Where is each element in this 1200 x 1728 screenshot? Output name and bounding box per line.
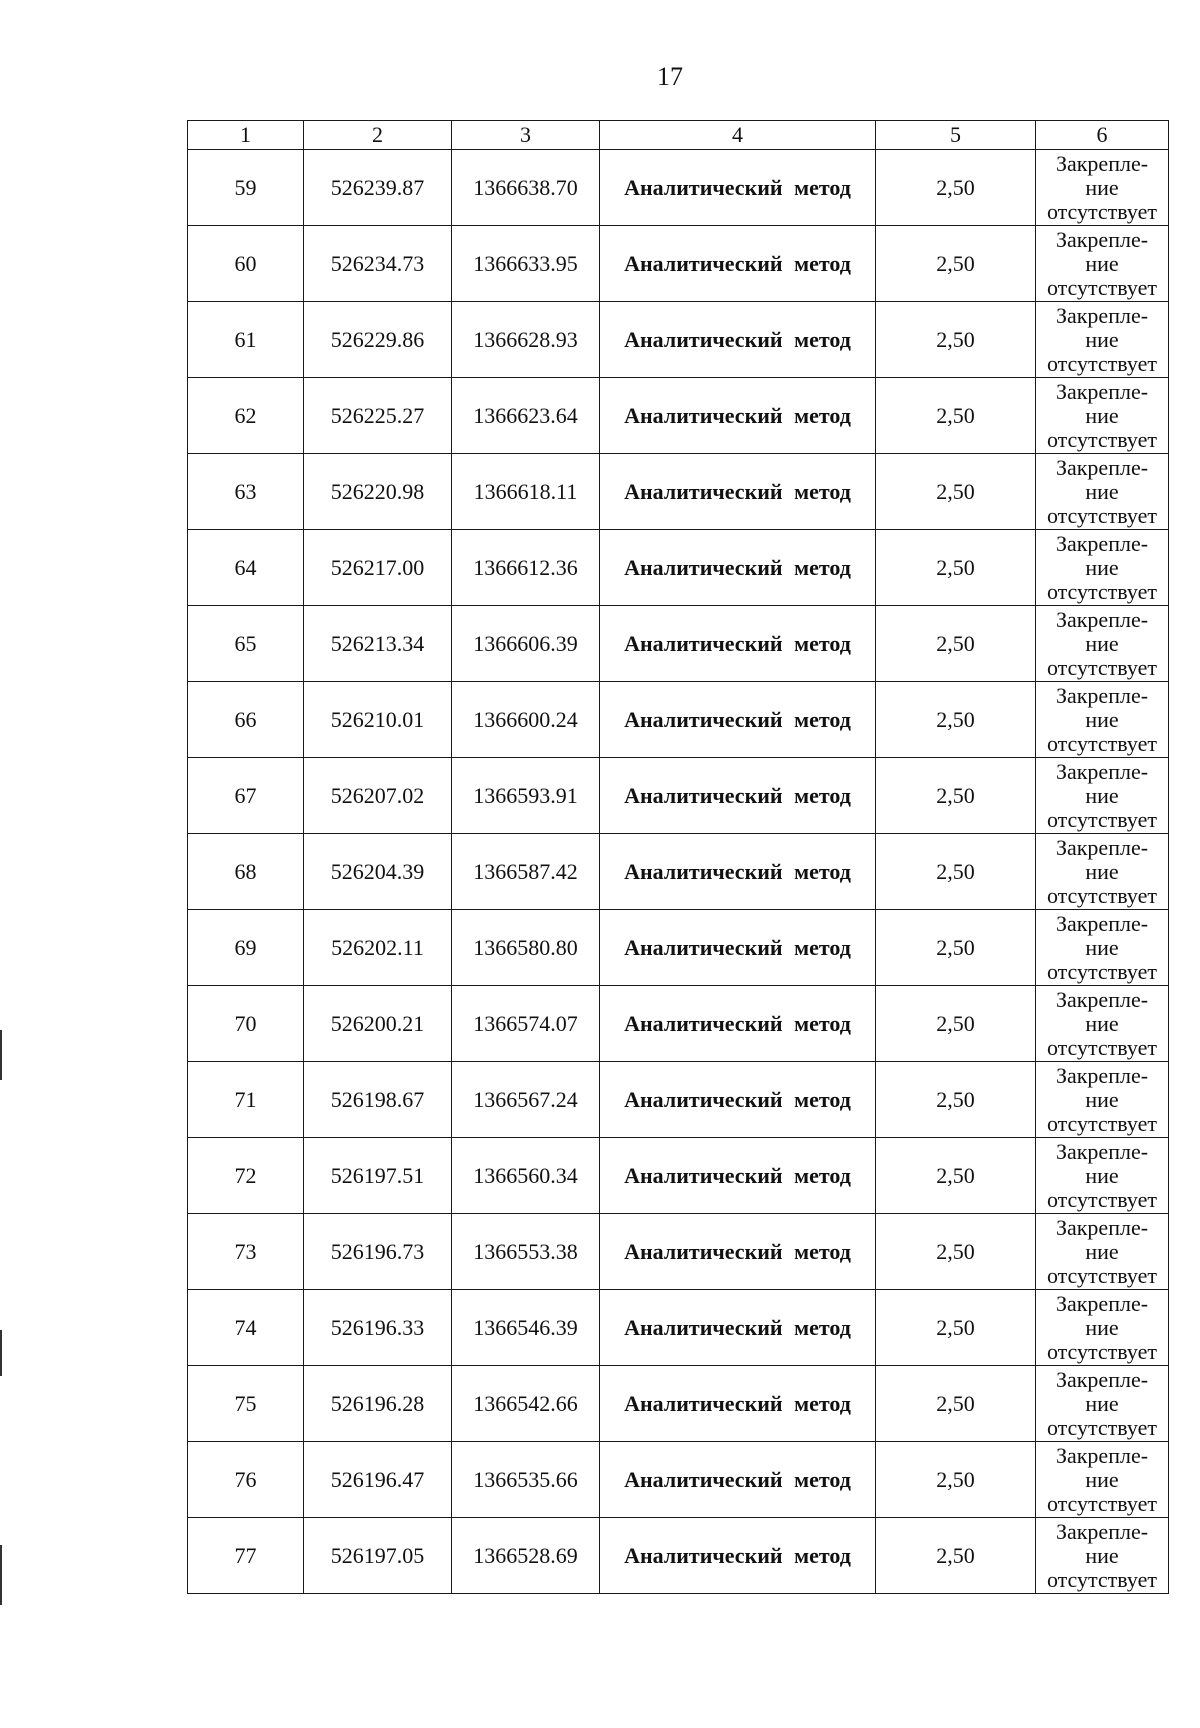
fixation-line: Закрепле- <box>1055 378 1149 404</box>
cell-x-coordinate: 526196.73 <box>304 1214 452 1290</box>
cell-accuracy: 2,50 <box>876 986 1036 1062</box>
cell-accuracy: 2,50 <box>876 910 1036 986</box>
header-col-3: 3 <box>452 121 600 150</box>
cell-y-coordinate: 1366633.95 <box>452 226 600 302</box>
fixation-line: отсутствует <box>1046 730 1158 756</box>
fixation-line: ние <box>1085 478 1119 504</box>
cell-point-number: 70 <box>188 986 304 1062</box>
cell-x-coordinate: 526200.21 <box>304 986 452 1062</box>
cell-fixation <box>1036 1442 1169 1518</box>
table-row <box>188 1214 1169 1290</box>
fixation-line: ние <box>1085 782 1119 808</box>
cell-accuracy: 2,50 <box>876 1290 1036 1366</box>
cell-accuracy: 2,50 <box>876 1062 1036 1138</box>
fixation-line: ние <box>1085 630 1119 656</box>
cell-method: Аналитический метод <box>600 1518 876 1594</box>
cell-y-coordinate: 1366628.93 <box>452 302 600 378</box>
fixation-line: Закрепле- <box>1055 1518 1149 1544</box>
cell-point-number: 63 <box>188 454 304 530</box>
fixation-line: ние <box>1085 706 1119 732</box>
cell-accuracy: 2,50 <box>876 1366 1036 1442</box>
cell-method: Аналитический метод <box>600 1062 876 1138</box>
fixation-line: отсутствует <box>1046 1262 1158 1288</box>
fixation-line: ние <box>1085 174 1119 200</box>
cell-accuracy: 2,50 <box>876 1138 1036 1214</box>
cell-accuracy: 2,50 <box>876 302 1036 378</box>
cell-method: Аналитический метод <box>600 1366 876 1442</box>
fixation-line: Закрепле- <box>1055 758 1149 784</box>
fixation-line: отсутствует <box>1046 1490 1158 1516</box>
table-row <box>188 986 1169 1062</box>
cell-point-number: 67 <box>188 758 304 834</box>
cell-x-coordinate: 526234.73 <box>304 226 452 302</box>
cell-method: Аналитический метод <box>600 530 876 606</box>
header-col-1: 1 <box>188 121 304 150</box>
fixation-line: Закрепле- <box>1055 910 1149 936</box>
cell-fixation <box>1036 1214 1169 1290</box>
cell-accuracy: 2,50 <box>876 454 1036 530</box>
cell-point-number: 76 <box>188 1442 304 1518</box>
fixation-line: Закрепле- <box>1055 1062 1149 1088</box>
fixation-line: Закрепле- <box>1055 454 1149 480</box>
header-col-5: 5 <box>876 121 1036 150</box>
cell-point-number: 60 <box>188 226 304 302</box>
cell-y-coordinate: 1366560.34 <box>452 1138 600 1214</box>
cell-fixation <box>1036 910 1169 986</box>
fixation-line: ние <box>1085 250 1119 276</box>
fixation-line: ние <box>1085 1086 1119 1112</box>
cell-method: Аналитический метод <box>600 1442 876 1518</box>
fixation-line: Закрепле- <box>1055 1366 1149 1392</box>
table-row <box>188 910 1169 986</box>
cell-point-number: 65 <box>188 606 304 682</box>
fixation-line: Закрепле- <box>1055 986 1149 1012</box>
cell-fixation <box>1036 1366 1169 1442</box>
cell-x-coordinate: 526207.02 <box>304 758 452 834</box>
fixation-line: ние <box>1085 1314 1119 1340</box>
cell-fixation <box>1036 758 1169 834</box>
fixation-line: ние <box>1085 1238 1119 1264</box>
fixation-line: отсутствует <box>1046 806 1158 832</box>
cell-x-coordinate: 526204.39 <box>304 834 452 910</box>
cell-fixation <box>1036 682 1169 758</box>
cell-x-coordinate: 526229.86 <box>304 302 452 378</box>
fixation-line: Закрепле- <box>1055 606 1149 632</box>
fixation-line: отсутствует <box>1046 198 1158 224</box>
cell-method: Аналитический метод <box>600 910 876 986</box>
cell-x-coordinate: 526197.51 <box>304 1138 452 1214</box>
table-row <box>188 1290 1169 1366</box>
cell-method: Аналитический метод <box>600 302 876 378</box>
cell-point-number: 77 <box>188 1518 304 1594</box>
margin-scan-mark <box>0 1545 2 1605</box>
cell-fixation <box>1036 302 1169 378</box>
fixation-line: Закрепле- <box>1055 1290 1149 1316</box>
cell-accuracy: 2,50 <box>876 606 1036 682</box>
margin-scan-mark <box>0 1330 2 1376</box>
fixation-line: Закрепле- <box>1055 1138 1149 1164</box>
fixation-line: ние <box>1085 1010 1119 1036</box>
page-number: 17 <box>657 62 683 91</box>
cell-point-number: 71 <box>188 1062 304 1138</box>
table-body <box>188 150 1169 1594</box>
fixation-line: ние <box>1085 1466 1119 1492</box>
table-row <box>188 1442 1169 1518</box>
cell-method: Аналитический метод <box>600 758 876 834</box>
cell-accuracy: 2,50 <box>876 226 1036 302</box>
cell-accuracy: 2,50 <box>876 1214 1036 1290</box>
cell-method: Аналитический метод <box>600 1214 876 1290</box>
cell-method: Аналитический метод <box>600 986 876 1062</box>
cell-accuracy: 2,50 <box>876 150 1036 226</box>
cell-y-coordinate: 1366574.07 <box>452 986 600 1062</box>
table-row <box>188 454 1169 530</box>
cell-x-coordinate: 526217.00 <box>304 530 452 606</box>
cell-method: Аналитический метод <box>600 834 876 910</box>
cell-point-number: 73 <box>188 1214 304 1290</box>
cell-y-coordinate: 1366553.38 <box>452 1214 600 1290</box>
cell-y-coordinate: 1366600.24 <box>452 682 600 758</box>
cell-method: Аналитический метод <box>600 1290 876 1366</box>
cell-point-number: 75 <box>188 1366 304 1442</box>
fixation-line: ние <box>1085 1162 1119 1188</box>
cell-accuracy: 2,50 <box>876 682 1036 758</box>
cell-accuracy: 2,50 <box>876 1518 1036 1594</box>
cell-x-coordinate: 526196.28 <box>304 1366 452 1442</box>
cell-x-coordinate: 526213.34 <box>304 606 452 682</box>
cell-fixation <box>1036 454 1169 530</box>
fixation-line: ние <box>1085 326 1119 352</box>
cell-fixation <box>1036 1290 1169 1366</box>
table-row <box>188 1518 1169 1594</box>
fixation-line: Закрепле- <box>1055 834 1149 860</box>
cell-fixation <box>1036 530 1169 606</box>
header-col-2: 2 <box>304 121 452 150</box>
table-row <box>188 150 1169 226</box>
cell-x-coordinate: 526197.05 <box>304 1518 452 1594</box>
header-col-6: 6 <box>1036 121 1169 150</box>
fixation-line: отсутствует <box>1046 350 1158 376</box>
fixation-line: Закрепле- <box>1055 226 1149 252</box>
cell-point-number: 68 <box>188 834 304 910</box>
fixation-line: отсутствует <box>1046 1338 1158 1364</box>
cell-method: Аналитический метод <box>600 454 876 530</box>
cell-fixation <box>1036 1062 1169 1138</box>
cell-point-number: 74 <box>188 1290 304 1366</box>
cell-x-coordinate: 526220.98 <box>304 454 452 530</box>
fixation-line: ние <box>1085 554 1119 580</box>
cell-accuracy: 2,50 <box>876 758 1036 834</box>
fixation-line: ние <box>1085 1390 1119 1416</box>
fixation-line: ние <box>1085 1542 1119 1568</box>
cell-point-number: 66 <box>188 682 304 758</box>
table-row <box>188 606 1169 682</box>
table-row <box>188 758 1169 834</box>
cell-fixation <box>1036 378 1169 454</box>
table-row <box>188 226 1169 302</box>
cell-point-number: 64 <box>188 530 304 606</box>
cell-y-coordinate: 1366546.39 <box>452 1290 600 1366</box>
cell-x-coordinate: 526196.47 <box>304 1442 452 1518</box>
cell-point-number: 59 <box>188 150 304 226</box>
cell-y-coordinate: 1366593.91 <box>452 758 600 834</box>
cell-method: Аналитический метод <box>600 606 876 682</box>
cell-y-coordinate: 1366528.69 <box>452 1518 600 1594</box>
table-row <box>188 682 1169 758</box>
cell-method: Аналитический метод <box>600 378 876 454</box>
fixation-line: ние <box>1085 934 1119 960</box>
table-row <box>188 530 1169 606</box>
cell-accuracy: 2,50 <box>876 378 1036 454</box>
cell-y-coordinate: 1366623.64 <box>452 378 600 454</box>
fixation-line: Закрепле- <box>1055 530 1149 556</box>
cell-accuracy: 2,50 <box>876 530 1036 606</box>
cell-point-number: 62 <box>188 378 304 454</box>
cell-fixation <box>1036 834 1169 910</box>
cell-fixation <box>1036 1138 1169 1214</box>
cell-y-coordinate: 1366618.11 <box>452 454 600 530</box>
table-row <box>188 302 1169 378</box>
cell-y-coordinate: 1366580.80 <box>452 910 600 986</box>
table-row <box>188 1366 1169 1442</box>
coordinates-table <box>187 120 1169 1594</box>
cell-x-coordinate: 526198.67 <box>304 1062 452 1138</box>
fixation-line: отсутствует <box>1046 1034 1158 1060</box>
fixation-line: отсутствует <box>1046 426 1158 452</box>
cell-point-number: 72 <box>188 1138 304 1214</box>
fixation-line: Закрепле- <box>1055 682 1149 708</box>
cell-y-coordinate: 1366535.66 <box>452 1442 600 1518</box>
fixation-line: отсутствует <box>1046 654 1158 680</box>
cell-accuracy: 2,50 <box>876 834 1036 910</box>
cell-y-coordinate: 1366638.70 <box>452 150 600 226</box>
cell-fixation <box>1036 986 1169 1062</box>
cell-fixation <box>1036 1518 1169 1594</box>
cell-y-coordinate: 1366542.66 <box>452 1366 600 1442</box>
margin-scan-mark <box>0 1030 2 1080</box>
fixation-line: Закрепле- <box>1055 150 1149 176</box>
table-row <box>188 1062 1169 1138</box>
cell-fixation <box>1036 606 1169 682</box>
cell-y-coordinate: 1366587.42 <box>452 834 600 910</box>
fixation-line: отсутствует <box>1046 882 1158 908</box>
cell-method: Аналитический метод <box>600 150 876 226</box>
fixation-line: ние <box>1085 402 1119 428</box>
cell-x-coordinate: 526196.33 <box>304 1290 452 1366</box>
fixation-line: Закрепле- <box>1055 1442 1149 1468</box>
cell-method: Аналитический метод <box>600 226 876 302</box>
cell-fixation <box>1036 226 1169 302</box>
cell-y-coordinate: 1366606.39 <box>452 606 600 682</box>
cell-accuracy: 2,50 <box>876 1442 1036 1518</box>
cell-y-coordinate: 1366567.24 <box>452 1062 600 1138</box>
cell-method: Аналитический метод <box>600 682 876 758</box>
fixation-line: отсутствует <box>1046 1186 1158 1212</box>
fixation-line: Закрепле- <box>1055 302 1149 328</box>
fixation-line: ние <box>1085 858 1119 884</box>
cell-fixation <box>1036 150 1169 226</box>
fixation-line: отсутствует <box>1046 502 1158 528</box>
fixation-line: отсутствует <box>1046 1566 1158 1592</box>
cell-x-coordinate: 526202.11 <box>304 910 452 986</box>
cell-x-coordinate: 526239.87 <box>304 150 452 226</box>
fixation-line: отсутствует <box>1046 1110 1158 1136</box>
table-row <box>188 378 1169 454</box>
fixation-line: отсутствует <box>1046 578 1158 604</box>
fixation-line: отсутствует <box>1046 1414 1158 1440</box>
cell-y-coordinate: 1366612.36 <box>452 530 600 606</box>
table-row <box>188 1138 1169 1214</box>
fixation-line: отсутствует <box>1046 958 1158 984</box>
fixation-line: Закрепле- <box>1055 1214 1149 1240</box>
cell-point-number: 61 <box>188 302 304 378</box>
table-row <box>188 834 1169 910</box>
table-header-row <box>188 121 1169 150</box>
header-col-4: 4 <box>600 121 876 150</box>
fixation-line: отсутствует <box>1046 274 1158 300</box>
cell-method: Аналитический метод <box>600 1138 876 1214</box>
cell-x-coordinate: 526225.27 <box>304 378 452 454</box>
cell-x-coordinate: 526210.01 <box>304 682 452 758</box>
cell-point-number: 69 <box>188 910 304 986</box>
